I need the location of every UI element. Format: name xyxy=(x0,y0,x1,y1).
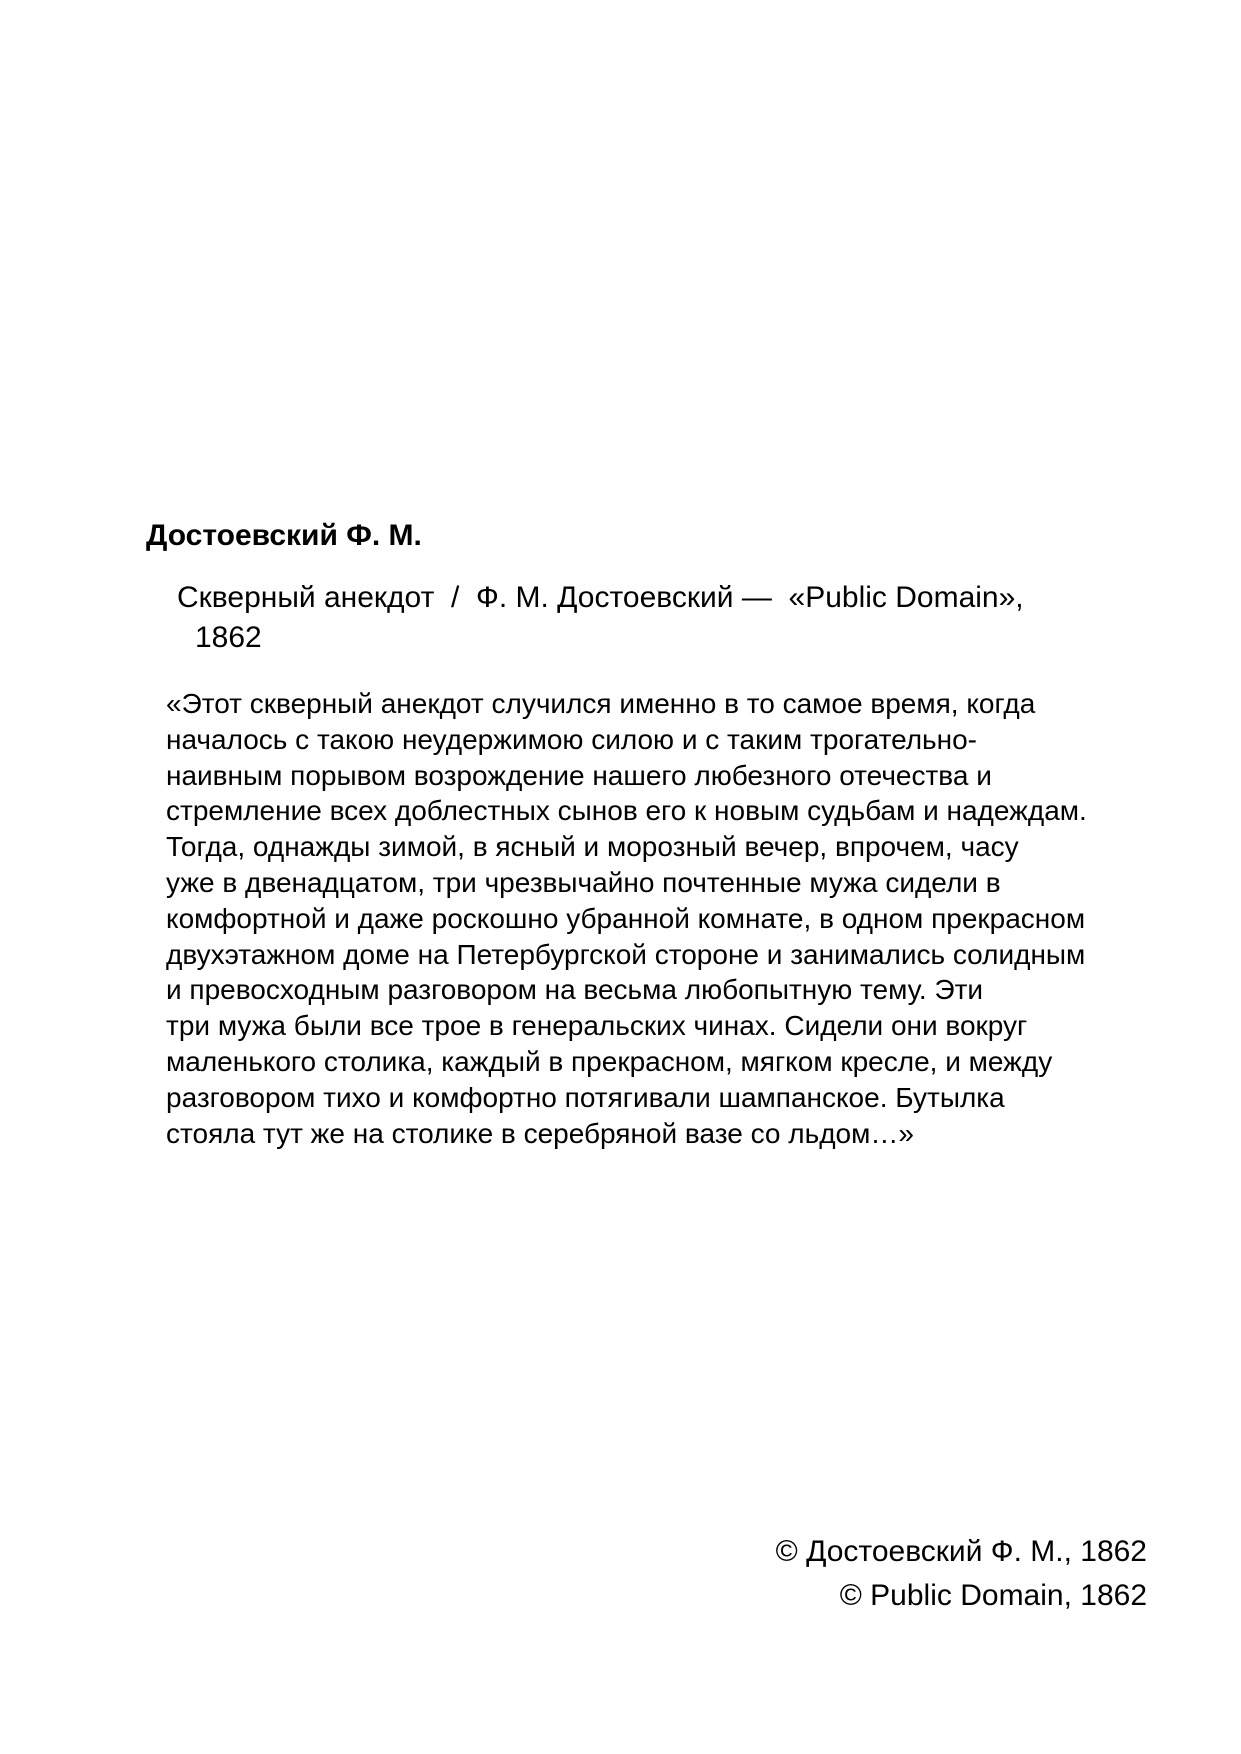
annotation-line: стояла тут же на столике в серебряной вазе со льдом…» xyxy=(166,1117,914,1149)
annotation-line: двухэтажном доме на Петербургской стороне и занимались солидным xyxy=(166,938,1086,970)
annotation-line: разговором тихо и комфортно потягивали шампанское. Бутылка xyxy=(166,1081,1005,1113)
citation-year: 1862 xyxy=(195,621,262,654)
annotation-line: три мужа были все трое в генеральских чинах. Сидели они вокруг xyxy=(166,1010,1028,1042)
annotation-line: уже в двенадцатом, три чрезвычайно почтенные мужа сидели в xyxy=(166,866,1001,898)
author-heading: Достоевский Ф. М. xyxy=(146,519,422,552)
book-title: Скверный анекдот xyxy=(177,581,435,614)
annotation-line: началось с такою неудержимою силою и с таким трогательно- xyxy=(166,723,978,755)
annotation-line: стремление всех доблестных сынов его к новым судьбам и надеждам. xyxy=(166,795,1087,827)
citation-publisher: «Public Domain», xyxy=(788,581,1024,614)
copyright-author: © Достоевский Ф. М., 1862 xyxy=(775,1535,1147,1568)
citation-responsibility: Ф. М. Достоевский — xyxy=(476,581,772,614)
annotation-line: и превосходным разговором на весьма любопытную тему. Эти xyxy=(166,974,984,1006)
annotation-text xyxy=(166,686,1176,1151)
copyright-block xyxy=(776,1530,1147,1618)
annotation-line: наивным порывом возрождение нашего любезного отечества и xyxy=(166,759,992,791)
annotation-line: комфортной и даже роскошно убранной комнате, в одном прекрасном xyxy=(166,902,1086,934)
bibliographic-citation xyxy=(177,578,1137,658)
annotation-line: маленького столика, каждый в прекрасном, мягком кресле, и между xyxy=(166,1045,1053,1077)
citation-separator: / xyxy=(451,581,460,614)
annotation-line: «Этот скверный анекдот случился именно в то самое время, когда xyxy=(166,688,1036,719)
copyright-publisher: © Public Domain, 1862 xyxy=(839,1579,1147,1612)
annotation-line: Тогда, однажды зимой, в ясный и морозный вечер, впрочем, часу xyxy=(166,831,1019,863)
